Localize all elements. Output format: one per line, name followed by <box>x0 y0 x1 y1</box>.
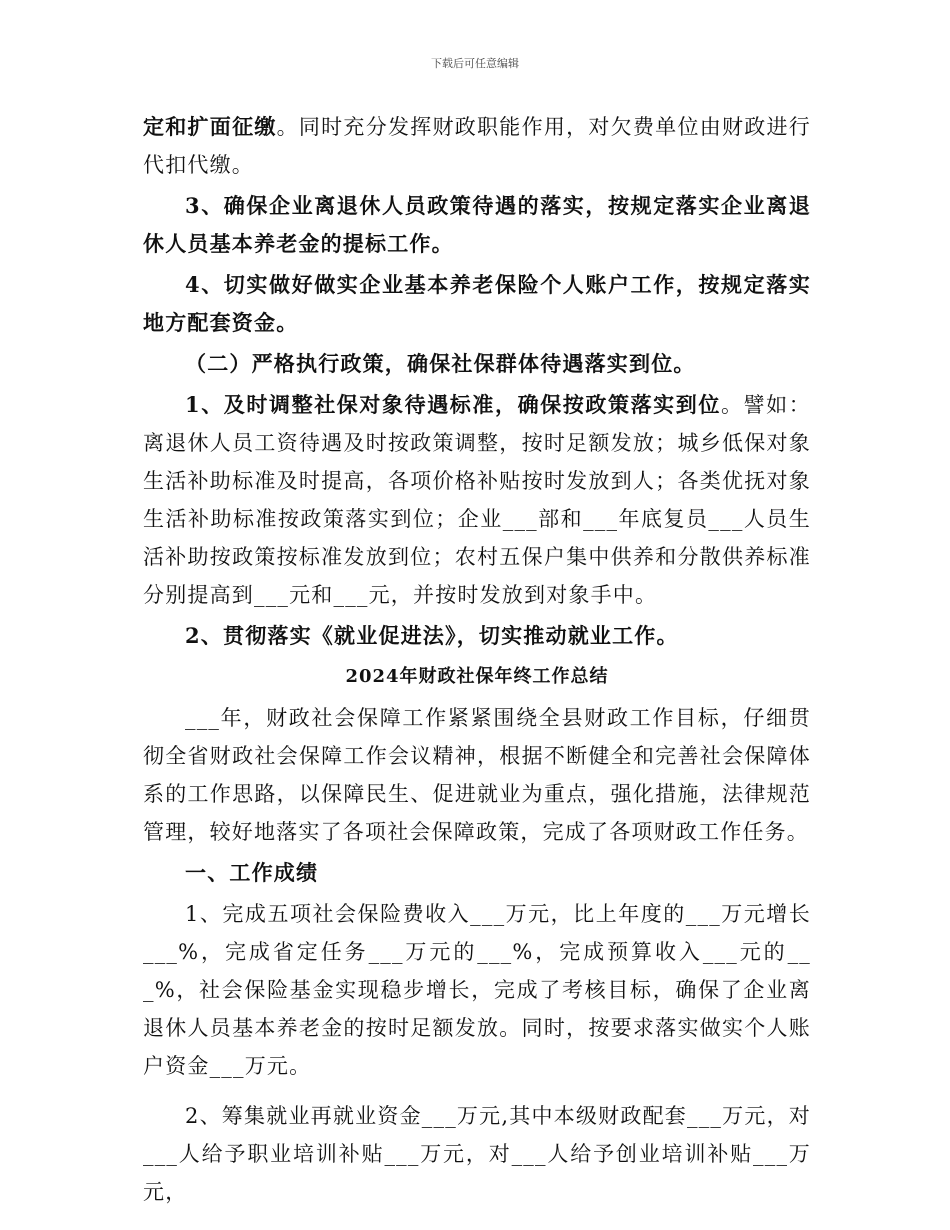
paragraph-10: 2、筹集就业再就业资金___万元,其中本级财政配套___万元，对___人给予职业培训补贴___万元，对___人给予创业培训补贴___万元， <box>143 1104 811 1204</box>
document-title: 2024年财政社保年终工作总结 <box>345 666 609 687</box>
section-heading-achievements: 一、工作成绩 <box>185 860 319 885</box>
page-header-note: 下载后可任意编辑 <box>431 57 519 70</box>
paragraph-9: 1、完成五项社会保险费收入___万元，比上年度的___万元增长___%，完成省定任务___万元的___%，完成预算收入___元的___%，社会保险基金实现稳步增长，完成了考核目标，确保了企业离退休人员基本养老金的按时足额发放。同时，按要求落实做实个人账户资金___万元。 <box>143 902 811 1078</box>
paragraph-3: 4、切实做好做实企业基本养老保险个人账户工作，按规定落实地方配套资金。 <box>143 272 811 335</box>
paragraph-1-bold: 定和扩面征缴 <box>143 114 277 139</box>
paragraph-2: 3、确保企业离退休人员政策待遇的落实，按规定落实企业离退休人员基本养老金的提标工作。 <box>143 193 811 256</box>
document-body <box>143 108 811 1214</box>
paragraph-5 <box>143 386 811 614</box>
paragraph-5-bold: 1、及时调整社保对象待遇标准，确保按政策落实到位 <box>185 392 721 417</box>
paragraph-1-text: 。同时充分发挥财政职能作用，对欠费单位由财政进行代扣代缴。 <box>143 115 811 177</box>
paragraph-7: ___年，财政社会保障工作紧紧围绕全县财政工作目标，仔细贯彻全省财政社会保障工作会议精神，根据不断健全和完善社会保障体系的工作思路，以保障民生、促进就业为重点，强化措施，法律规范管理，较好地落实了各项社会保障政策，完成了各项财政工作任务。 <box>143 706 811 844</box>
paragraph-5-text: 。譬如：离退休人员工资待遇及时按政策调整，按时足额发放；城乡低保对象生活补助标准及时提高，各项价格补贴按时发放到人；各类优抚对象生活补助标准按政策落实到位；企业___部和___年底复员___人员生活补助按政策按标准发放到位；农村五保户集中供养和分散供养标准分别提高到___元和___元，并按时发放到对象手中。 <box>143 393 811 607</box>
section-heading-2: （二）严格执行政策，确保社保群体待遇落实到位。 <box>185 351 696 376</box>
paragraph-1 <box>143 108 811 184</box>
paragraph-6: 2、贯彻落实《就业促进法》，切实推动就业工作。 <box>185 623 679 648</box>
